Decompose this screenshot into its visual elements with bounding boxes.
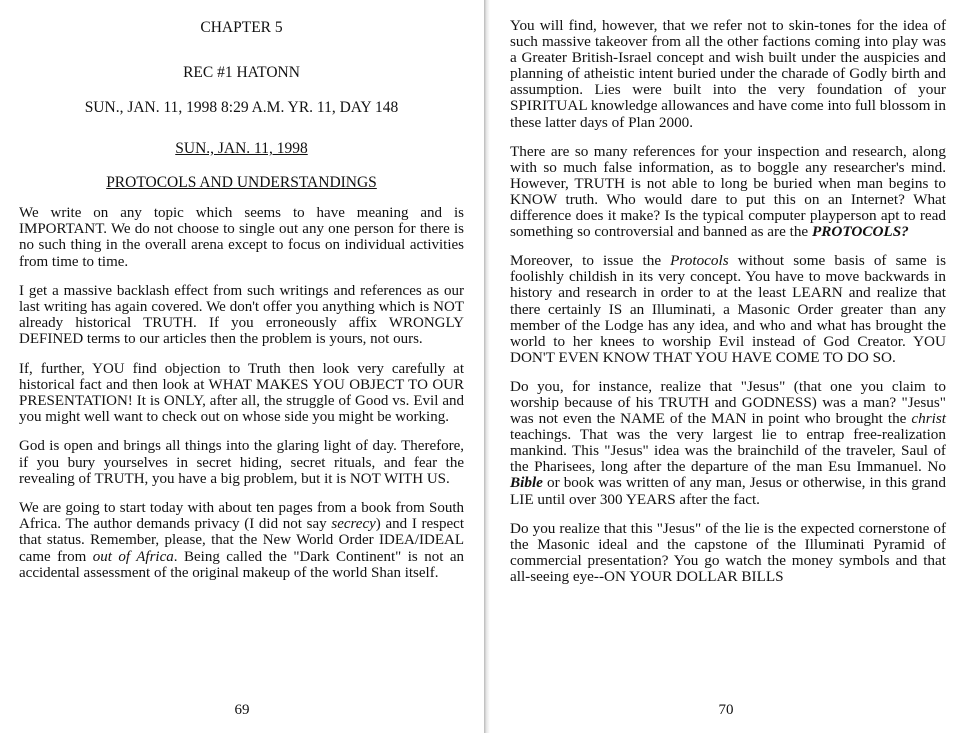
- text-run: without some basis of same is foolishly childish in its very concept. You have to move backwards in history and research in order to at the least LEARN and realize that there certainly IS an Illuminati, a Masonic Order greater than any member of the Lodge has any idea, and who and what has brought the world to her knees to worship Evil instead of God Creator. YOU DON'T EVEN KNOW THAT YOU HAVE COME TO DO SO.: [510, 252, 946, 366]
- paragraph-3: [510, 253, 946, 366]
- paragraph-3: If, further, YOU find objection to Truth then look very carefully at historical fact and then look at WHAT MAKES YOU OBJECT TO OUR PRESENTATION! It is ONLY, after all, the struggle of Good vs. Evil and you might well want to check out on whose side you might be working.: [19, 360, 464, 426]
- page-number-left: 69: [234, 702, 250, 718]
- paragraph-2: I get a massive backlash effect from such writings and references as our last writing has again covered. We don't offer you anything which is NOT already historical TRUTH. If you erroneously affix WRONGLY DEFINED terms to our articles then the problem is yours, not ours.: [19, 282, 464, 348]
- chapter-heading: CHAPTER 5: [200, 19, 283, 36]
- text-run: . Being called the "Dark Continent" is not an accidental assessment of the original makeup of the world Shan itself.: [19, 548, 464, 581]
- emphasis-christ: christ: [911, 410, 946, 428]
- text-run: ) and I respect that status. Remember, please, that the New World Order IDEA/IDEAL came from: [19, 516, 465, 565]
- section-title: PROTOCOLS AND UNDERSTANDINGS: [106, 174, 377, 191]
- record-line: REC #1 HATONN: [183, 64, 300, 81]
- paragraph-5: [19, 500, 464, 581]
- text-run: We are going to start today with about ten pages from a book from South Africa. The author demands privacy (I did not say: [19, 500, 464, 533]
- text-run: teachings. That was the very largest lie to entrap free-realization mankind. This "Jesus" idea was the brainchild of the traveler, Saul of the Pharisees, long after the departure of the man Esu Immanuel. No: [510, 426, 946, 476]
- right-page: [484, 0, 968, 733]
- date-line: SUN., JAN. 11, 1998 8:29 A.M. YR. 11, DAY 148: [84, 99, 399, 116]
- paragraph-5: Do you realize that this "Jesus" of the lie is the expected cornerstone of the Masonic ideal and the capstone of the Illuminati Pyramid of commercial presentation? You go watch the money symbols and that all-seeing eye--ON YOUR DOLLAR BILLS: [510, 519, 946, 585]
- emphasis-protocols: Protocols: [670, 252, 729, 270]
- paragraph-1: You will find, however, that we refer not to skin-tones for the idea of such massive takeover from all the other factions coming into play was a Greater British-Israel concept and wish built under the auspicies and planning of atheistic intent buried under the charade of Godly birth and assumption. Lies were built into the very foundation of your SPIRITUAL knowledge allowances and have come into full blossom in these latter days of Plan 2000.: [510, 17, 946, 131]
- emphasis-secrecy: secrecy: [331, 516, 376, 533]
- emphasis-bible: Bible: [510, 474, 543, 492]
- paragraph-4: [510, 379, 946, 508]
- paragraph-2: [510, 144, 946, 241]
- text-run: There are so many references for your inspection and research, along with so much false information, as to boggle any researcher's mind. However, TRUTH is not able to long be buried when man begins to KNOW truth. Who would dare to put this on an Internet? What difference does it make? Is the typical computer playperson apt to read something so controversial and banned as are the: [510, 142, 946, 241]
- emphasis-out-of-africa: out of Africa: [92, 548, 174, 565]
- paragraph-1: We write on any topic which seems to have meaning and is IMPORTANT. We do not choose to single out any one person for there is no such thing in the overall arena except to focus on individual activities from time to time.: [19, 205, 464, 270]
- paragraph-4: God is open and brings all things into the glaring light of day. Therefore, if you bury yourselves in secret hiding, secret rituals, and fear the revealing of TRUTH, you have a big problem, but it is NOT WITH US.: [19, 438, 464, 487]
- text-run: or book was written of any man, Jesus or otherwise, in this grand LIE until over 300 YEARS after the fact.: [510, 474, 946, 508]
- text-run: Moreover, to issue the: [510, 252, 671, 270]
- emphasis-protocols: PROTOCOLS?: [811, 223, 909, 241]
- date-underlined: SUN., JAN. 11, 1998: [175, 140, 308, 157]
- page-number-right: 70: [718, 702, 734, 718]
- text-run: Do you, for instance, realize that "Jesus" (that one you claim to worship because of his TRUTH and GODNESS) was a man? "Jesus" was not even the NAME of the MAN in point who brought the: [510, 377, 946, 428]
